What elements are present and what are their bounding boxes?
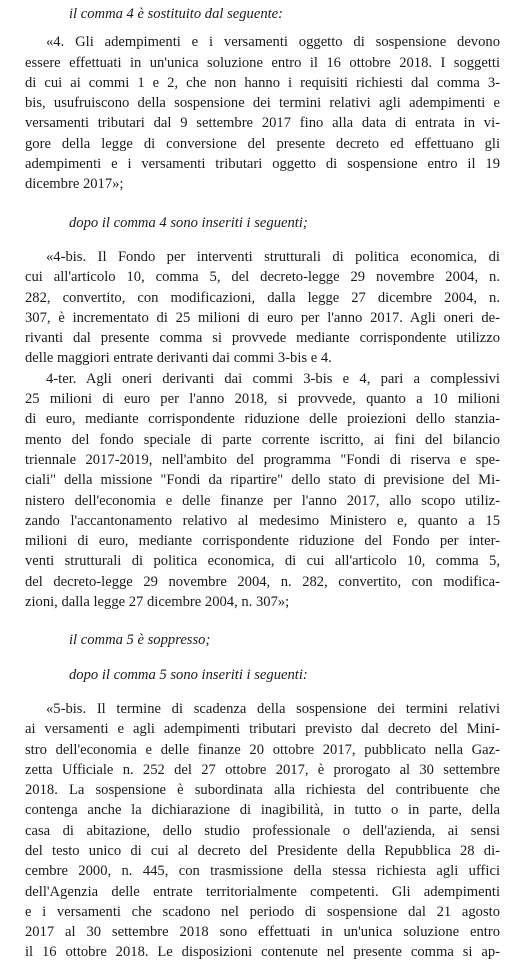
text-line: dell'Agenzia delle entrate territorialmente competenti. Gli adempimenti — [25, 883, 500, 900]
text-line: venti strutturali di politica economica, di cui all'articolo 10, comma 5, — [25, 553, 500, 570]
text-line: del testo unico di cui al decreto del Presidente della Repubblica 28 di- — [25, 842, 500, 859]
text-line: di cui ai commi 1 e 2, che non hanno i requisiti richiesti dal comma 3- — [25, 74, 500, 91]
text-line: dicembre 2017»; — [25, 176, 124, 193]
text-line: essere effettuati in un'unica soluzione entro il 16 ottobre 2018. I soggetti — [25, 54, 500, 71]
text-line: 282, convertito, con modificazioni, dalla legge 27 dicembre 2004, n. — [25, 289, 500, 306]
spacer — [25, 24, 500, 32]
text-line: casa di abitazione, dello studio professionale o dell'azienda, ai sensi — [25, 822, 500, 839]
text-line: 25 milioni di euro per l'anno 2018, si provvede, quanto a 10 milioni — [25, 391, 500, 408]
text-line: triennale 2017-2019, nell'ambito del programma "Fondi di riserva e spe- — [25, 451, 500, 468]
text-line: gore della legge di conversione del presente decreto ed effettuano gli — [25, 135, 500, 152]
heading-comma-5-soppresso: il comma 5 è soppresso; — [69, 632, 211, 649]
text-line: «4. Gli adempimenti e i versamenti oggetto di sospensione devono — [46, 34, 500, 51]
text-line: 4-ter. Agli oneri derivanti dai commi 3-bis e 4, pari a complessivi — [46, 370, 500, 387]
text-line: nistero dell'economia e delle finanze per l'anno 2017, allo scopo utiliz- — [25, 492, 500, 509]
text-line: versamenti tributari dal 9 settembre 2017 fino alla data di entrata in vi- — [25, 115, 500, 132]
text-line: cui all'articolo 10, comma 5, del decreto-legge 29 novembre 2004, n. — [25, 269, 500, 286]
text-line: cembre 2000, n. 445, con trasmissione della stessa richiesta agli uffici — [25, 863, 500, 880]
text-line: del decreto-legge 29 novembre 2004, n. 282, convertito, con modifica- — [25, 573, 500, 590]
text-line: e i versamenti che scadono nel periodo di sospensione dal 21 agosto — [25, 903, 500, 920]
spacer — [25, 685, 500, 699]
text-line: «5-bis. Il termine di scadenza della sospensione dei termini relativi — [46, 700, 500, 717]
spacer — [25, 195, 500, 213]
paragraph-comma-4-bis — [25, 247, 500, 369]
spacer — [25, 612, 500, 630]
spacer — [25, 651, 500, 665]
text-line: zioni, dalla legge 27 dicembre 2004, n. 307»; — [25, 594, 290, 611]
document-page — [25, 4, 500, 963]
text-line: delle maggiori entrate derivanti dai commi 3-bis e 4. — [25, 350, 332, 367]
text-line: rivanti dal presente comma si provvede mediante corrispondente utilizzo — [25, 330, 500, 347]
text-line: «4-bis. Il Fondo per interventi strutturali di politica economica, di — [46, 248, 500, 265]
paragraph-comma-4-ter — [25, 369, 500, 613]
text-line: contenga anche la dichiarazione di inagibilità, in tutto o in parte, della — [25, 802, 500, 819]
text-line: il 16 ottobre 2018. Le disposizioni contenute nel presente comma si ap- — [25, 944, 500, 961]
text-line: 2017 al 30 settembre 2018 sono effettuati in un'unica soluzione entro — [25, 924, 500, 941]
text-line: ai versamenti e agli adempimenti tributari previsto dal decreto del Mini- — [25, 721, 500, 738]
text-line: bis, usufruiscono della sospensione dei termini relativi agli adempimenti e — [25, 95, 500, 112]
text-line: zetta Ufficiale n. 252 del 27 ottobre 2017, è prorogato al 30 settembre — [25, 761, 500, 778]
text-line: adempimenti e i versamenti tributari oggetto di sospensione entro il 19 — [25, 156, 500, 173]
text-line: zando l'accantonamento relativo al medesimo Ministero e, quanto a 15 — [25, 512, 500, 529]
heading-dopo-comma-4: dopo il comma 4 sono inseriti i seguenti; — [69, 214, 308, 231]
heading-comma-4-sostituito: il comma 4 è sostituito dal seguente: — [69, 6, 284, 22]
text-line: ciali" della missione "Fondi da ripartire" dello stato di previsione del Mi- — [25, 472, 500, 489]
text-line: mento del fondo speciale di parte corrente iscritto, ai fini del bilancio — [25, 431, 500, 448]
paragraph-comma-4 — [25, 32, 500, 194]
text-line: di euro, mediante corrispondente riduzione delle proiezioni dello stanzia- — [25, 411, 500, 428]
spacer — [25, 233, 500, 247]
paragraph-comma-5-bis — [25, 699, 500, 963]
text-line: stro dell'economia e delle finanze 20 ottobre 2017, pubblicato nella Gaz- — [25, 741, 500, 758]
text-line: milioni di euro, mediante corrispondente riduzione del Fondo per inter- — [25, 533, 500, 550]
text-line: 2018. La sospensione è subordinata alla richiesta del contribuente che — [25, 782, 500, 799]
heading-dopo-comma-5: dopo il comma 5 sono inseriti i seguenti: — [69, 666, 308, 683]
text-line: 307, è incrementato di 25 milioni di euro per l'anno 2017. Agli oneri de- — [25, 309, 500, 326]
